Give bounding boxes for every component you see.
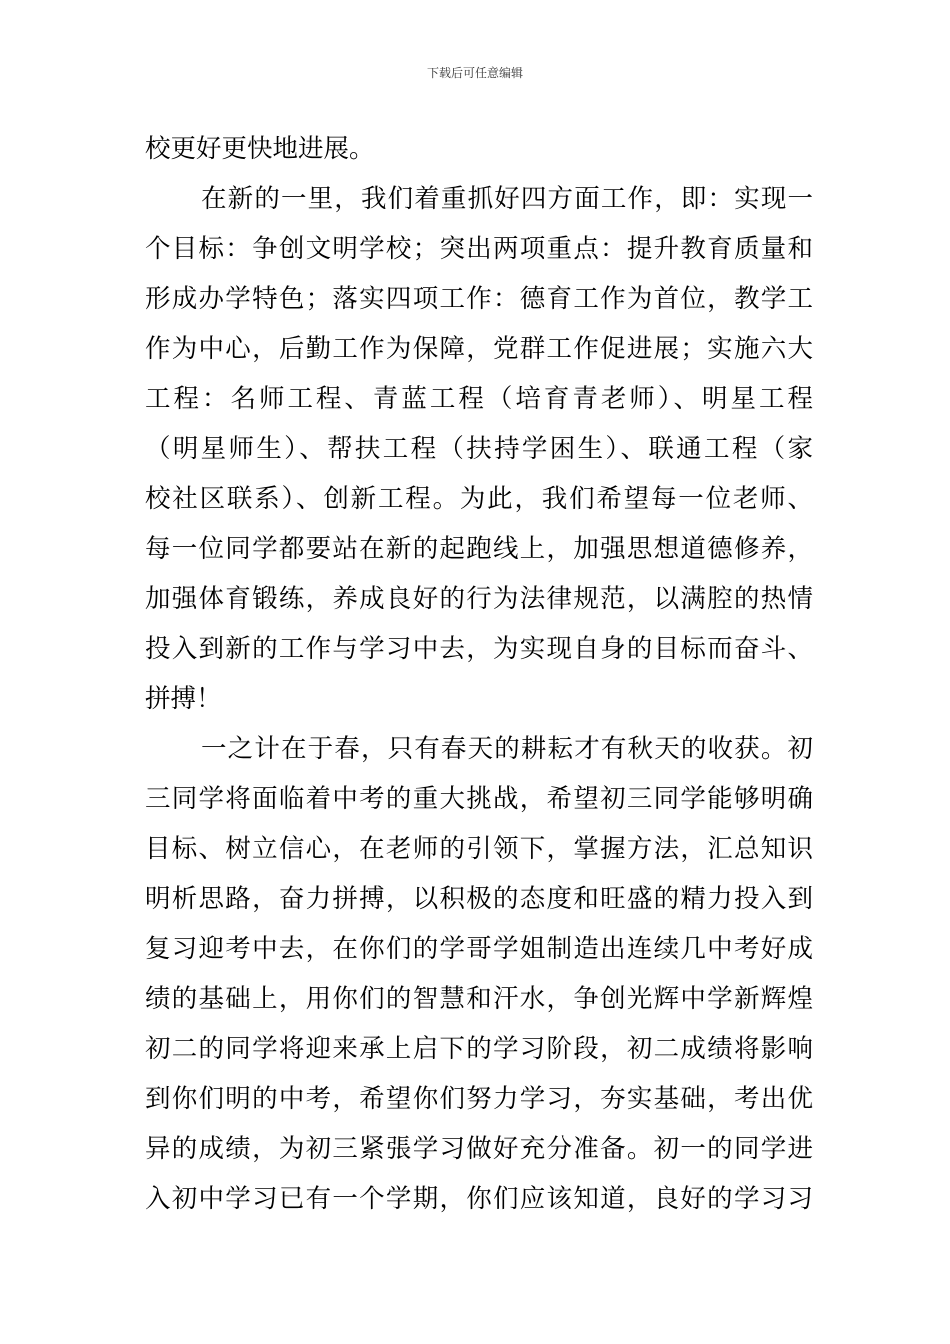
text-line: 工程：名师工程、青蓝工程（培育青老师）、明星工程	[145, 384, 813, 414]
text-line: 初二的同学将迎来承上启下的学习阶段，初二成绩将影响	[145, 1034, 813, 1064]
text-line: 校更好更快地进展。	[145, 134, 375, 164]
text-line: 入初中学习已有一个学期，你们应该知道，良好的学习习	[145, 1184, 813, 1214]
text-line: 投入到新的工作与学习中去，为实现自身的目标而奋斗、	[145, 634, 813, 664]
text-line: 个目标：争创文明学校；突出两项重点：提升教育质量和	[145, 234, 813, 264]
text-line: 异的成绩，为初三紧張学习做好充分准备。初一的同学进	[145, 1134, 813, 1164]
text-line: 目标、树立信心，在老师的引领下，掌握方法，汇总知识	[145, 834, 813, 864]
document-body	[145, 124, 813, 1224]
text-line: （明星师生）、帮扶工程（扶持学困生）、联通工程（家	[145, 434, 813, 464]
text-line: 作为中心，后勤工作为保障，党群工作促进展；实施六大	[145, 334, 813, 364]
text-line: 形成办学特色；落实四项工作：德育工作为首位，教学工	[145, 284, 813, 314]
text-line: 到你们明的中考，希望你们努力学习，夯实基础，考出优	[145, 1084, 813, 1114]
text-line: 加强体育锻练，养成良好的行为法律规范，以满腔的热情	[145, 584, 813, 614]
page-header: 下载后可任意编辑	[426, 66, 523, 80]
text-line: 拼搏！	[145, 684, 222, 714]
text-line: 校社区联系）、创新工程。为此，我们希望每一位老师、	[145, 484, 813, 514]
text-line: 复习迎考中去，在你们的学哥学姐制造出连续几中考好成	[145, 934, 813, 964]
text-line: 明析思路，奋力拼搏，以积极的态度和旺盛的精力投入到	[145, 884, 813, 914]
paragraph-first-line: 在新的一里，我们着重抓好四方面工作，即：实现一	[201, 184, 813, 214]
text-line: 绩的基础上，用你们的智慧和汗水，争创光辉中学新辉煌	[145, 984, 813, 1014]
text-line: 每一位同学都要站在新的起跑线上，加强思想道德修养，	[145, 534, 813, 564]
paragraph-first-line: 一之计在于春，只有春天的耕耘才有秋天的收获。初	[201, 734, 813, 764]
text-line: 三同学将面临着中考的重大挑战，希望初三同学能够明确	[145, 784, 813, 814]
